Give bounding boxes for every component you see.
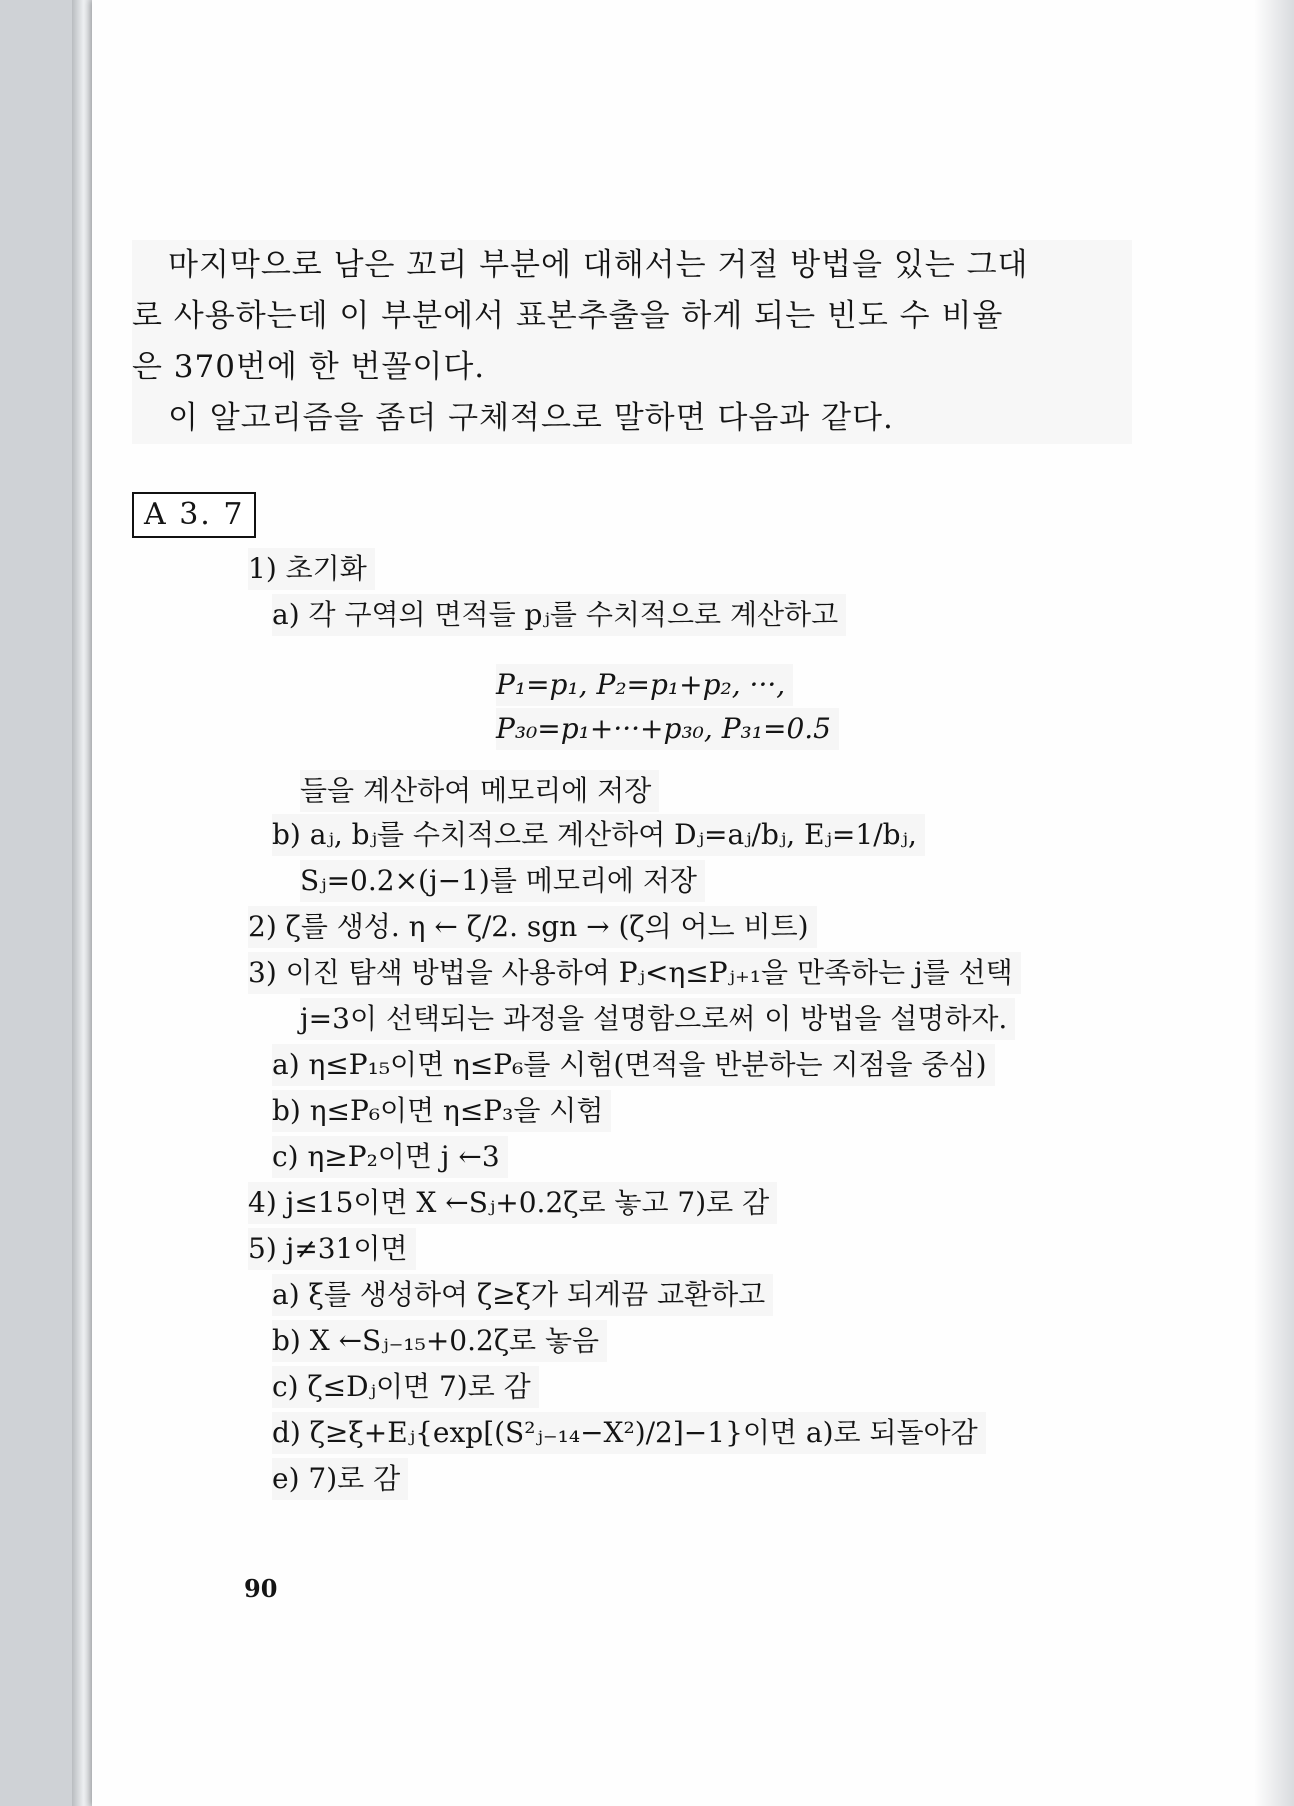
step-3a: a) η≤P₁₅이면 η≤P₆를 시험(면적을 반분하는 지점을 중심) (272, 1044, 995, 1086)
step-5b: b) X ←Sⱼ₋₁₅+0.2ζ로 놓음 (272, 1320, 607, 1362)
intro-paragraph (132, 240, 1132, 444)
step-1a-cont: 들을 계산하여 메모리에 저장 (300, 770, 659, 812)
step-5d: d) ζ≥ξ+Eⱼ{exp[(S²ⱼ₋₁₄−X²)/2]−1}이면 a)로 되돌아감 (272, 1412, 986, 1454)
step-3: 3) 이진 탐색 방법을 사용하여 Pⱼ<η≤Pⱼ₊₁을 만족하는 j를 선택 (248, 952, 1021, 994)
step-3b: b) η≤P₆이면 η≤P₃을 시험 (272, 1090, 611, 1132)
equation-line: P₁=p₁, P₂=p₁+p₂, ···, (496, 664, 793, 706)
step-5c: c) ζ≤Dⱼ이면 7)로 감 (272, 1366, 539, 1408)
equation-line: P₃₀=p₁+···+p₃₀, P₃₁=0.5 (496, 708, 839, 750)
intro-line: 로 사용하는데 이 부분에서 표본추출을 하게 되는 빈도 수 비율 (132, 298, 1004, 334)
step-5: 5) j≠31이면 (248, 1228, 416, 1270)
step-1b-cont: Sⱼ=0.2×(j−1)를 메모리에 저장 (300, 860, 705, 902)
step-1a: a) 각 구역의 면적들 pⱼ를 수치적으로 계산하고 (272, 594, 846, 636)
step-5e: e) 7)로 감 (272, 1458, 408, 1500)
step-4: 4) j≤15이면 X ←Sⱼ+0.2ζ로 놓고 7)로 감 (248, 1182, 777, 1224)
step-3-cont: j=3이 선택되는 과정을 설명함으로써 이 방법을 설명하자. (300, 998, 1015, 1040)
algorithm-label: A 3. 7 (132, 492, 256, 538)
step-1: 1) 초기화 (248, 548, 375, 590)
intro-line: 이 알고리즘을 좀더 구체적으로 말하면 다음과 같다. (168, 400, 894, 436)
step-2: 2) ζ를 생성. η ← ζ/2. sgn → (ζ의 어느 비트) (248, 906, 817, 948)
page-number: 90 (244, 1574, 278, 1603)
step-3c: c) η≥P₂이면 j ←3 (272, 1136, 508, 1178)
step-1b: b) aⱼ, bⱼ를 수치적으로 계산하여 Dⱼ=aⱼ/bⱼ, Eⱼ=1/bⱼ, (272, 814, 925, 856)
intro-line: 마지막으로 남은 꼬리 부분에 대해서는 거절 방법을 있는 그대 (168, 247, 1029, 283)
step-5a: a) ξ를 생성하여 ζ≥ξ가 되게끔 교환하고 (272, 1274, 773, 1316)
page-gutter-shadow (1254, 0, 1294, 1806)
intro-line: 은 370번에 한 번꼴이다. (132, 349, 486, 385)
